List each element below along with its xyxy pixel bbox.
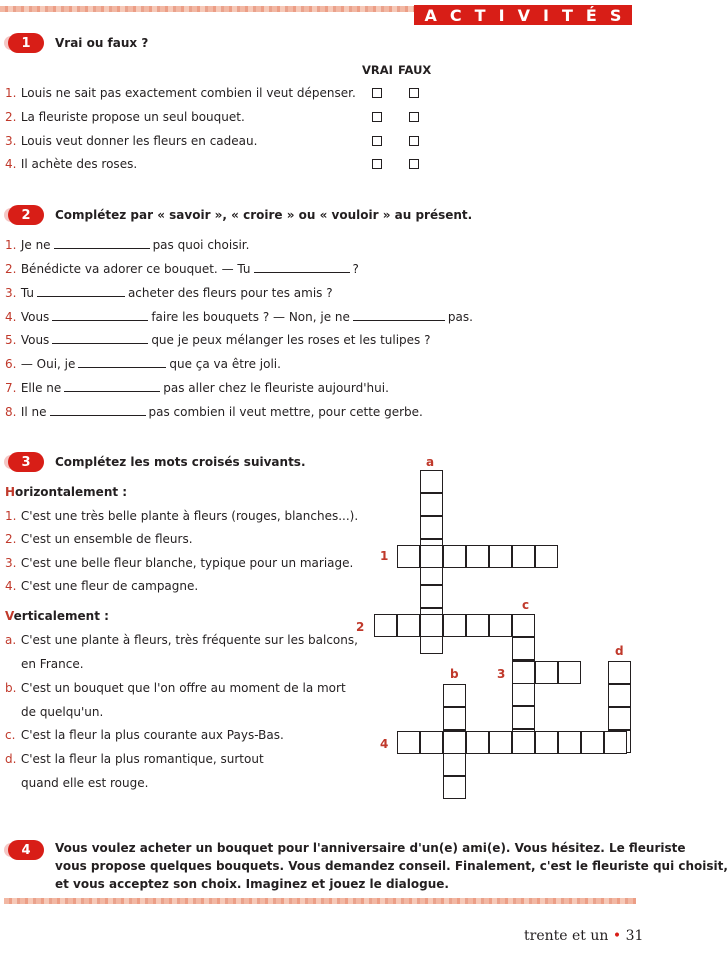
fill-blank-item bbox=[5, 405, 423, 419]
header-letter: I bbox=[498, 5, 505, 25]
item-text: pas aller chez le fleuriste aujourd'hui. bbox=[163, 381, 389, 395]
grid-label-b: b bbox=[450, 667, 459, 681]
crossword-cell[interactable] bbox=[604, 731, 627, 754]
item-number: 1. bbox=[5, 509, 17, 523]
item-text: Elle ne bbox=[20, 381, 62, 395]
true-false-item bbox=[5, 110, 245, 124]
item-number: 5. bbox=[5, 333, 17, 347]
vrai-checkbox[interactable] bbox=[372, 112, 382, 122]
item-text: acheter des fleurs pour tes amis ? bbox=[127, 286, 333, 300]
item-number: 1. bbox=[5, 86, 17, 100]
crossword-cell[interactable] bbox=[512, 683, 535, 706]
crossword-cell[interactable] bbox=[512, 637, 535, 660]
grid-label-a: a bbox=[426, 455, 435, 469]
clue-text: C'est un bouquet que l'on offre au moment de la mort bbox=[20, 681, 346, 695]
item-text: que ça va être joli. bbox=[169, 357, 281, 371]
crossword-cell[interactable] bbox=[443, 684, 466, 707]
clue-text: C'est une très belle plante à fleurs (rouges, blanches...). bbox=[20, 509, 359, 523]
grid-label-d: d bbox=[615, 644, 624, 658]
exercise-3-instruction: Complétez les mots croisés suivants. bbox=[55, 455, 306, 469]
grid-label-4: 4 bbox=[380, 737, 389, 751]
crossword-cell[interactable] bbox=[443, 707, 466, 730]
true-false-item bbox=[5, 157, 137, 171]
item-number: 2. bbox=[5, 110, 17, 124]
fill-blank-item bbox=[5, 238, 249, 252]
exercise-badge-3: 3 bbox=[8, 452, 44, 472]
heading-rest: erticalement : bbox=[13, 609, 109, 623]
crossword-cell[interactable] bbox=[397, 614, 420, 637]
grid-label-c: c bbox=[522, 598, 530, 612]
item-number: d. bbox=[5, 752, 17, 766]
horizontal-clue bbox=[5, 579, 198, 593]
crossword-cell[interactable] bbox=[420, 731, 443, 754]
horizontal-heading bbox=[5, 485, 127, 499]
item-text: Je ne bbox=[20, 238, 51, 252]
answer-blank[interactable] bbox=[353, 319, 445, 321]
item-text: Louis ne sait pas exactement combien il veut dépenser. bbox=[20, 86, 356, 100]
clue-text: C'est une fleur de campagne. bbox=[20, 579, 199, 593]
fill-blank-item bbox=[5, 262, 359, 276]
crossword-cell[interactable] bbox=[443, 776, 466, 799]
crossword-cell[interactable] bbox=[443, 614, 466, 637]
item-number: 8. bbox=[5, 405, 17, 419]
crossword-cell[interactable] bbox=[608, 684, 631, 707]
clue-text: C'est une belle fleur blanche, typique pour un mariage. bbox=[20, 556, 354, 570]
item-number: b. bbox=[5, 681, 17, 695]
crossword-cell[interactable] bbox=[420, 585, 443, 608]
faux-checkbox[interactable] bbox=[409, 136, 419, 146]
crossword-cell[interactable] bbox=[489, 545, 512, 568]
item-text: Il achète des roses. bbox=[20, 157, 138, 171]
crossword-cell[interactable] bbox=[512, 661, 535, 684]
item-text: Bénédicte va adorer ce bouquet. — Tu bbox=[20, 262, 251, 276]
crossword-cell[interactable] bbox=[512, 731, 535, 754]
item-text: La fleuriste propose un seul bouquet. bbox=[20, 110, 245, 124]
crossword-cell[interactable] bbox=[581, 731, 604, 754]
item-text: — Oui, je bbox=[20, 357, 76, 371]
item-number: 3. bbox=[5, 556, 17, 570]
vertical-clue bbox=[5, 752, 264, 766]
crossword-cell[interactable] bbox=[466, 731, 489, 754]
item-text: pas. bbox=[447, 310, 473, 324]
crossword-cell[interactable] bbox=[397, 731, 420, 754]
bottom-decorative-band bbox=[4, 898, 636, 904]
crossword-cell[interactable] bbox=[420, 614, 443, 637]
answer-blank[interactable] bbox=[52, 342, 148, 344]
vertical-clue-continuation: de quelqu'un. bbox=[21, 705, 104, 719]
vertical-clue-continuation: quand elle est rouge. bbox=[21, 776, 149, 790]
item-text: pas combien il veut mettre, pour cette gerbe. bbox=[148, 405, 423, 419]
vrai-checkbox[interactable] bbox=[372, 136, 382, 146]
heading-initial: V bbox=[5, 609, 14, 623]
header-letter: I bbox=[542, 5, 549, 25]
crossword-cell[interactable] bbox=[443, 753, 466, 776]
horizontal-clue bbox=[5, 509, 358, 523]
true-false-item bbox=[5, 86, 356, 100]
heading-rest: orizontalement : bbox=[15, 485, 128, 499]
item-number: 2. bbox=[5, 532, 17, 546]
grid-label-3: 3 bbox=[497, 667, 506, 681]
answer-blank[interactable] bbox=[254, 271, 350, 273]
item-text: Vous bbox=[20, 333, 50, 347]
clue-text: C'est une plante à fleurs, très fréquente sur les balcons, bbox=[20, 633, 358, 647]
crossword-cell[interactable] bbox=[608, 661, 631, 684]
vertical-clue-continuation: en France. bbox=[21, 657, 84, 671]
true-false-item bbox=[5, 134, 257, 148]
faux-column-header: FAUX bbox=[398, 63, 432, 77]
answer-blank[interactable] bbox=[78, 366, 166, 368]
item-text: ? bbox=[352, 262, 359, 276]
crossword-cell[interactable] bbox=[535, 731, 558, 754]
header-letter: T bbox=[474, 5, 486, 25]
horizontal-clue bbox=[5, 556, 353, 570]
vertical-clue bbox=[5, 681, 346, 695]
item-text: que je peux mélanger les roses et les tulipes ? bbox=[151, 333, 431, 347]
answer-blank[interactable] bbox=[37, 295, 125, 297]
vertical-clue bbox=[5, 728, 284, 742]
clue-text: C'est la fleur la plus courante aux Pays-Bas. bbox=[20, 728, 284, 742]
item-number: 6. bbox=[5, 357, 17, 371]
crossword-cell[interactable] bbox=[420, 470, 443, 493]
crossword-cell[interactable] bbox=[443, 731, 466, 754]
exercise-badge-2: 2 bbox=[8, 205, 44, 225]
crossword-cell[interactable] bbox=[535, 545, 558, 568]
crossword-cell[interactable] bbox=[558, 661, 581, 684]
crossword-cell[interactable] bbox=[397, 545, 420, 568]
item-number: 3. bbox=[5, 134, 17, 148]
item-number: 3. bbox=[5, 286, 17, 300]
header-letter: É bbox=[585, 5, 597, 25]
item-number: 4. bbox=[5, 310, 17, 324]
item-number: 1. bbox=[5, 238, 17, 252]
crossword-cell[interactable] bbox=[466, 614, 489, 637]
item-number: a. bbox=[5, 633, 17, 647]
vrai-checkbox[interactable] bbox=[372, 88, 382, 98]
vertical-heading bbox=[5, 609, 109, 623]
fill-blank-item bbox=[5, 333, 431, 347]
vrai-column-header: VRAI bbox=[362, 63, 393, 77]
exercise-badge-4: 4 bbox=[8, 840, 44, 860]
crossword-cell[interactable] bbox=[420, 545, 443, 568]
header-letter: T bbox=[561, 5, 573, 25]
fill-blank-item bbox=[5, 310, 473, 324]
item-text: faire les bouquets ? — Non, je ne bbox=[151, 310, 350, 324]
crossword-cell[interactable] bbox=[466, 545, 489, 568]
vrai-checkbox[interactable] bbox=[372, 159, 382, 169]
crossword-cell[interactable] bbox=[512, 545, 535, 568]
crossword-cell[interactable] bbox=[535, 661, 558, 684]
item-number: c. bbox=[5, 728, 16, 742]
item-text: Tu bbox=[20, 286, 34, 300]
answer-blank[interactable] bbox=[52, 319, 148, 321]
bullet-icon: • bbox=[612, 928, 622, 944]
page-number: 31 bbox=[625, 928, 644, 944]
page-number-words: trente et un bbox=[524, 928, 609, 944]
answer-blank[interactable] bbox=[50, 414, 146, 416]
top-decorative-band bbox=[0, 6, 414, 12]
faux-checkbox[interactable] bbox=[409, 159, 419, 169]
item-text: Louis veut donner les fleurs en cadeau. bbox=[20, 134, 258, 148]
item-text: pas quoi choisir. bbox=[152, 238, 250, 252]
item-number: 2. bbox=[5, 262, 17, 276]
header-letter: A bbox=[424, 5, 437, 25]
vertical-clue bbox=[5, 633, 358, 647]
exercise-4-line: et vous acceptez son choix. Imaginez et jouez le dialogue. bbox=[55, 877, 449, 891]
exercise-4-line: vous propose quelques bouquets. Vous demandez conseil. Finalement, c'est le fleuriste qui choisit, bbox=[55, 859, 728, 873]
exercise-badge-1: 1 bbox=[8, 33, 44, 53]
faux-checkbox[interactable] bbox=[409, 112, 419, 122]
header-letter: C bbox=[449, 5, 462, 25]
crossword-cell[interactable] bbox=[512, 706, 535, 729]
horizontal-clue bbox=[5, 532, 193, 546]
crossword-cell[interactable] bbox=[420, 493, 443, 516]
answer-blank[interactable] bbox=[54, 247, 150, 249]
crossword-cell[interactable] bbox=[489, 731, 512, 754]
item-text: Il ne bbox=[20, 405, 47, 419]
crossword-cell[interactable] bbox=[374, 614, 397, 637]
item-number: 4. bbox=[5, 157, 17, 171]
crossword-cell[interactable] bbox=[608, 707, 631, 730]
grid-label-2: 2 bbox=[356, 620, 365, 634]
fill-blank-item bbox=[5, 286, 333, 300]
answer-blank[interactable] bbox=[64, 390, 160, 392]
heading-initial: H bbox=[5, 485, 16, 499]
exercise-4-line: Vous voulez acheter un bouquet pour l'anniversaire d'un(e) ami(e). Vous hésitez. Le fleuriste bbox=[55, 841, 686, 855]
fill-blank-item bbox=[5, 357, 281, 371]
clue-text: C'est un ensemble de fleurs. bbox=[20, 532, 193, 546]
crossword-cell[interactable] bbox=[420, 516, 443, 539]
faux-checkbox[interactable] bbox=[409, 88, 419, 98]
crossword-cell[interactable] bbox=[558, 731, 581, 754]
crossword-cell[interactable] bbox=[443, 545, 466, 568]
exercise-1-instruction: Vrai ou faux ? bbox=[55, 36, 149, 50]
header-letter: S bbox=[609, 5, 622, 25]
crossword-cell[interactable] bbox=[489, 614, 512, 637]
item-text: Vous bbox=[20, 310, 50, 324]
item-number: 7. bbox=[5, 381, 17, 395]
fill-blank-item bbox=[5, 381, 389, 395]
clue-text: C'est la fleur la plus romantique, surtout bbox=[20, 752, 264, 766]
grid-label-1: 1 bbox=[380, 549, 389, 563]
page-footer bbox=[524, 928, 643, 944]
activites-header bbox=[414, 5, 632, 25]
item-number: 4. bbox=[5, 579, 17, 593]
crossword-cell[interactable] bbox=[512, 614, 535, 637]
exercise-2-instruction: Complétez par « savoir », « croire » ou « vouloir » au présent. bbox=[55, 208, 473, 222]
header-letter: V bbox=[517, 5, 530, 25]
